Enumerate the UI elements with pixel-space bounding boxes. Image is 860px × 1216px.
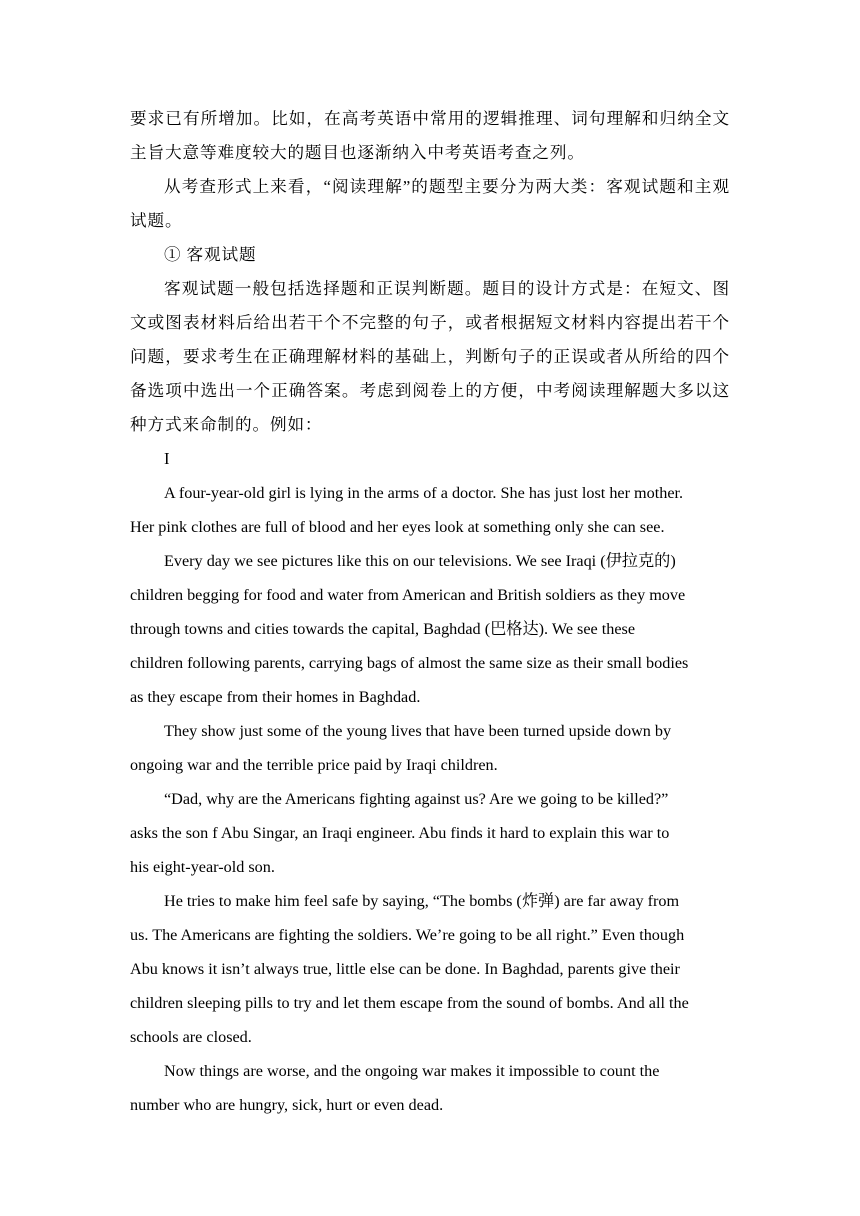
passage-line: children following parents, carrying bags of almost the same size as their small bodies [130,654,689,672]
passage-line: Every day we see pictures like this on our televisions. We see Iraqi (伊拉克的) [164,552,676,570]
passage-line: asks the son f Abu Singar, an Iraqi engineer. Abu finds it hard to explain this war to [130,824,670,842]
passage-paragraph-4 [130,782,730,884]
intro-paragraph-2: 从考查形式上来看，“阅读理解”的题型主要分为两大类：客观试题和主观试题。 [130,177,730,230]
passage-line: They show just some of the young lives that have been turned upside down by [164,722,672,740]
passage-line: children sleeping pills to try and let them escape from the sound of bombs. And all the [130,994,689,1012]
intro-paragraph-3: 客观试题一般包括选择题和正误判断题。题目的设计方式是：在短文、图文或图表材料后给出若干个不完整的句子，或者根据短文材料内容提出若干个问题，要求考生在正确理解材料的基础上，判断句子的正误或者从所给的四个备选项中选出一个正确答案。考虑到阅卷上的方便，中考阅读理解题大多以这种方式来命制的。例如： [130,279,730,434]
passage-line: “Dad, why are the Americans fighting against us? Are we going to be killed?” [164,790,669,808]
passage-line: He tries to make him feel safe by saying, “The bombs (炸弹) are far away from [164,892,680,910]
passage-line: his eight-year-old son. [130,858,275,876]
passage-paragraph-3 [130,714,730,782]
passage-line: Abu knows it isn’t always true, little else can be done. In Baghdad, parents give their [130,960,680,978]
subheading-objective-questions: ① 客观试题 [164,245,257,264]
passage-paragraph-5 [130,884,730,1054]
passage-section-label: I [164,449,170,468]
passage-line: Now things are worse, and the ongoing war makes it impossible to count the [164,1062,660,1080]
passage-line: ongoing war and the terrible price paid by Iraqi children. [130,756,498,774]
passage-paragraph-1 [130,476,730,544]
passage-line: schools are closed. [130,1028,252,1046]
passage-line: Her pink clothes are full of blood and her eyes look at something only she can see. [130,518,665,536]
passage-paragraph-2 [130,544,730,714]
document-page [130,102,730,1122]
passage-paragraph-6 [130,1054,730,1122]
passage-line: us. The Americans are fighting the soldiers. We’re going to be all right.” Even though [130,926,685,944]
passage-line: through towns and cities towards the capital, Baghdad (巴格达). We see these [130,620,636,638]
passage-line: number who are hungry, sick, hurt or even dead. [130,1096,444,1114]
passage-line: children begging for food and water from American and British soldiers as they move [130,586,686,604]
intro-paragraph-1: 要求已有所增加。比如，在高考英语中常用的逻辑推理、词句理解和归纳全文主旨大意等难度较大的题目也逐渐纳入中考英语考查之列。 [130,109,730,162]
passage-line: as they escape from their homes in Baghdad. [130,688,421,706]
passage-line: A four-year-old girl is lying in the arms of a doctor. She has just lost her mother. [164,484,684,502]
